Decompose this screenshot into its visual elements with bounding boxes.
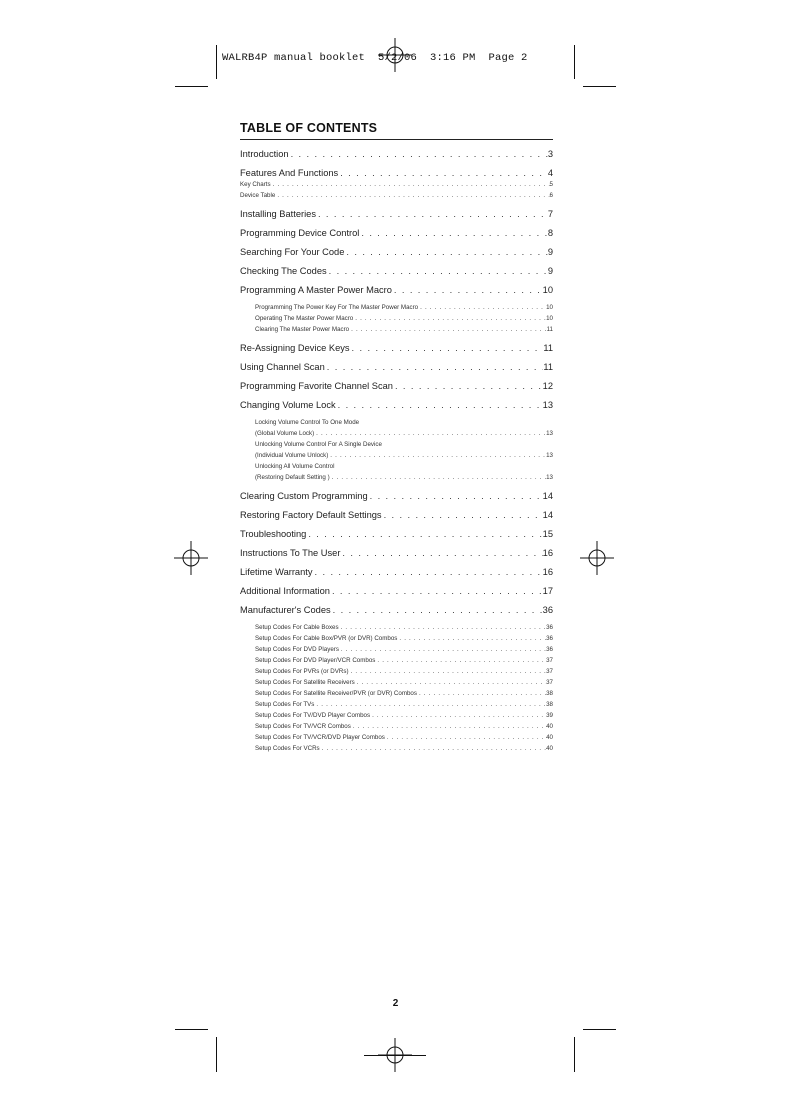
toc-entry-title: Checking The Codes: [240, 266, 327, 276]
toc-subentry-individual-volume-unlock[interactable]: [240, 450, 553, 461]
toc-entry-title: Setup Codes For Cable Boxes: [255, 624, 339, 631]
toc-subentry-setup-codes[interactable]: [240, 633, 553, 644]
toc-entry-page: 10: [542, 285, 553, 295]
toc-entry-page: 40: [546, 723, 553, 730]
toc-entry-title: Setup Codes For VCRs: [255, 745, 320, 752]
toc-entry-title: Instructions To The User: [240, 548, 341, 558]
toc-entry-instructions[interactable]: [240, 547, 553, 559]
crop-mark: [574, 45, 575, 79]
toc-entry-features[interactable]: [240, 167, 553, 179]
toc-entry-title: Setup Codes For TV/DVD Player Combos: [255, 712, 371, 719]
print-slug: WALRB4P manual booklet 5/2/06 3:16 PM Page 2: [222, 52, 528, 64]
toc-entry-title: Re-Assigning Device Keys: [240, 343, 350, 353]
toc-entry-page: 36: [546, 646, 553, 653]
toc-entry-page: 3: [547, 149, 553, 159]
toc-entry-page: 37: [546, 679, 553, 686]
toc-entry-clearing-custom[interactable]: [240, 490, 553, 502]
toc-entry-title: Key Charts: [240, 181, 271, 188]
toc-entry-searching[interactable]: [240, 246, 553, 258]
toc-entry-title: Changing Volume Lock: [240, 400, 336, 410]
crop-mark: [175, 86, 208, 87]
toc-entry-page: 39: [546, 712, 553, 719]
toc-entry-title: Operating The Master Power Macro: [255, 315, 354, 322]
toc-entry-page: 7: [547, 209, 553, 219]
toc-entry-favorite-scan[interactable]: [240, 380, 553, 392]
toc-entry-page: 10: [546, 315, 553, 322]
crop-mark: [583, 86, 616, 87]
toc-entry-title: Setup Codes For PVRs (or DVRs): [255, 668, 349, 675]
toc-entry-title: Searching For Your Code: [240, 247, 345, 257]
toc-entry-page: 13: [546, 452, 553, 459]
registration-mark-icon: [580, 541, 614, 575]
toc-entry-title: Manufacturer's Codes: [240, 605, 331, 615]
crop-mark: [175, 1029, 208, 1030]
toc-entry-page: 5: [549, 181, 553, 188]
toc-entry-title: (Individual Volume Unlock): [255, 452, 329, 459]
toc-entry-title: Programming The Power Key For The Master Power Macro: [255, 304, 419, 311]
toc-entry-title: Programming Favorite Channel Scan: [240, 381, 393, 391]
toc-entry-title: Setup Codes For Satellite Receiver/PVR (or DVR) Combos: [255, 690, 417, 697]
toc-entry-volume-lock[interactable]: [240, 399, 553, 411]
toc-subentry-global-volume-lock[interactable]: [240, 428, 553, 439]
crop-mark: [216, 45, 217, 79]
toc-entry-page: 40: [546, 734, 553, 741]
table-of-contents: [240, 148, 553, 754]
toc-entry-additional-info[interactable]: [240, 585, 553, 597]
toc-subentry-setup-codes[interactable]: [240, 644, 553, 655]
toc-entry-page: 8: [547, 228, 553, 238]
toc-entry-page: 11: [546, 326, 553, 333]
page-number: 2: [392, 998, 399, 1009]
toc-entry-page: 11: [543, 343, 553, 353]
toc-subentry-setup-codes[interactable]: [240, 699, 553, 710]
toc-subentry-title-line: Unlocking Volume Control For A Single Device: [255, 441, 382, 448]
toc-entry-title: Introduction: [240, 149, 289, 159]
toc-entry-page: 15: [542, 529, 553, 539]
toc-entry-page: 9: [547, 266, 553, 276]
toc-entry-title: (Restoring Default Setting ): [255, 474, 330, 481]
toc-entry-page: 6: [549, 192, 553, 199]
toc-subentry-clearing-macro[interactable]: [240, 324, 553, 335]
toc-entry-page: 16: [542, 567, 553, 577]
toc-entry-title: Clearing The Master Power Macro: [255, 326, 350, 333]
toc-entry-warranty[interactable]: [240, 566, 553, 578]
page-title: TABLE OF CONTENTS: [240, 121, 378, 135]
crop-mark: [574, 1037, 575, 1072]
toc-subentry-key-charts[interactable]: [240, 179, 553, 190]
toc-entry-title: Additional Information: [240, 586, 330, 596]
toc-entry-page: 13: [546, 430, 553, 437]
toc-entry-page: 4: [547, 168, 553, 178]
toc-entry-page: 36: [546, 635, 553, 642]
toc-entry-title: Troubleshooting: [240, 529, 307, 539]
toc-entry-page: 14: [542, 491, 553, 501]
toc-entry-manufacturers-codes[interactable]: [240, 604, 553, 616]
toc-entry-title: Using Channel Scan: [240, 362, 325, 372]
toc-entry-title: Setup Codes For Cable Box/PVR (or DVR) Combos: [255, 635, 398, 642]
toc-subentry-setup-codes[interactable]: [240, 688, 553, 699]
toc-subentry-setup-codes[interactable]: [240, 622, 553, 633]
toc-subentry-operating-macro[interactable]: [240, 313, 553, 324]
toc-entry-page: 40: [546, 745, 553, 752]
toc-entry-page: 36: [546, 624, 553, 631]
toc-entry-title: Setup Codes For DVD Player/VCR Combos: [255, 657, 376, 664]
toc-entry-restoring-defaults[interactable]: [240, 509, 553, 521]
toc-entry-master-power-macro[interactable]: [240, 284, 553, 296]
toc-subentry-setup-codes[interactable]: [240, 655, 553, 666]
registration-mark-icon: [378, 38, 412, 72]
toc-subentry-title-line: Unlocking All Volume Control: [255, 463, 335, 470]
toc-entry-title: Setup Codes For DVD Players: [255, 646, 339, 653]
toc-entry-page: 10: [546, 304, 553, 311]
toc-entry-page: 14: [542, 510, 553, 520]
crop-mark: [216, 1037, 217, 1072]
toc-subentry-setup-codes[interactable]: [240, 743, 553, 754]
toc-entry-page: 38: [546, 701, 553, 708]
toc-entry-page: 16: [542, 548, 553, 558]
toc-entry-title: Device Table: [240, 192, 276, 199]
toc-entry-title: Programming Device Control: [240, 228, 360, 238]
toc-entry-checking[interactable]: [240, 265, 553, 277]
toc-entry-page: 36: [542, 605, 553, 615]
crop-mark: [583, 1029, 616, 1030]
toc-entry-page: 38: [546, 690, 553, 697]
toc-subentry-setup-codes[interactable]: [240, 732, 553, 743]
toc-subentry-setup-codes[interactable]: [240, 710, 553, 721]
toc-entry-title: Programming A Master Power Macro: [240, 285, 392, 295]
toc-entry-troubleshooting[interactable]: [240, 528, 553, 540]
toc-subentry-setup-codes[interactable]: [240, 677, 553, 688]
toc-entry-title: (Global Volume Lock): [255, 430, 315, 437]
toc-subentry-setup-codes[interactable]: [240, 721, 553, 732]
registration-mark-icon: [174, 541, 208, 575]
toc-entry-page: 37: [546, 668, 553, 675]
toc-entry-page: 13: [546, 474, 553, 481]
toc-entry-page: 11: [543, 362, 553, 372]
registration-line: [364, 1055, 426, 1056]
toc-entry-title: Features And Functions: [240, 168, 339, 178]
toc-entry-title: Setup Codes For Satellite Receivers: [255, 679, 355, 686]
toc-entry-channel-scan[interactable]: [240, 361, 553, 373]
toc-entry-programming-device-control[interactable]: [240, 227, 553, 239]
title-divider: [240, 139, 553, 140]
toc-entry-page: 13: [542, 400, 553, 410]
toc-entry-page: 37: [546, 657, 553, 664]
toc-subentry-setup-codes[interactable]: [240, 666, 553, 677]
toc-entry-title: Installing Batteries: [240, 209, 316, 219]
setup-codes-list: [240, 622, 553, 754]
toc-entry-introduction[interactable]: [240, 148, 553, 160]
toc-subentry-programming-power-key[interactable]: [240, 302, 553, 313]
toc-entry-title: Setup Codes For TV/VCR Combos: [255, 723, 351, 730]
toc-entry-page: 12: [542, 381, 553, 391]
toc-entry-page: 9: [547, 247, 553, 257]
toc-subentry-restoring-default[interactable]: [240, 472, 553, 483]
toc-subentry-device-table[interactable]: [240, 190, 553, 201]
toc-entry-title: Lifetime Warranty: [240, 567, 313, 577]
toc-subentry-title-line: Locking Volume Control To One Mode: [255, 419, 360, 426]
toc-entry-page: 17: [542, 586, 553, 596]
toc-entry-title: Setup Codes For TVs: [255, 701, 315, 708]
toc-entry-title: Setup Codes For TV/VCR/DVD Player Combos: [255, 734, 385, 741]
toc-entry-installing-batteries[interactable]: [240, 208, 553, 220]
toc-entry-title: Restoring Factory Default Settings: [240, 510, 382, 520]
toc-entry-reassigning[interactable]: [240, 342, 553, 354]
toc-entry-title: Clearing Custom Programming: [240, 491, 368, 501]
